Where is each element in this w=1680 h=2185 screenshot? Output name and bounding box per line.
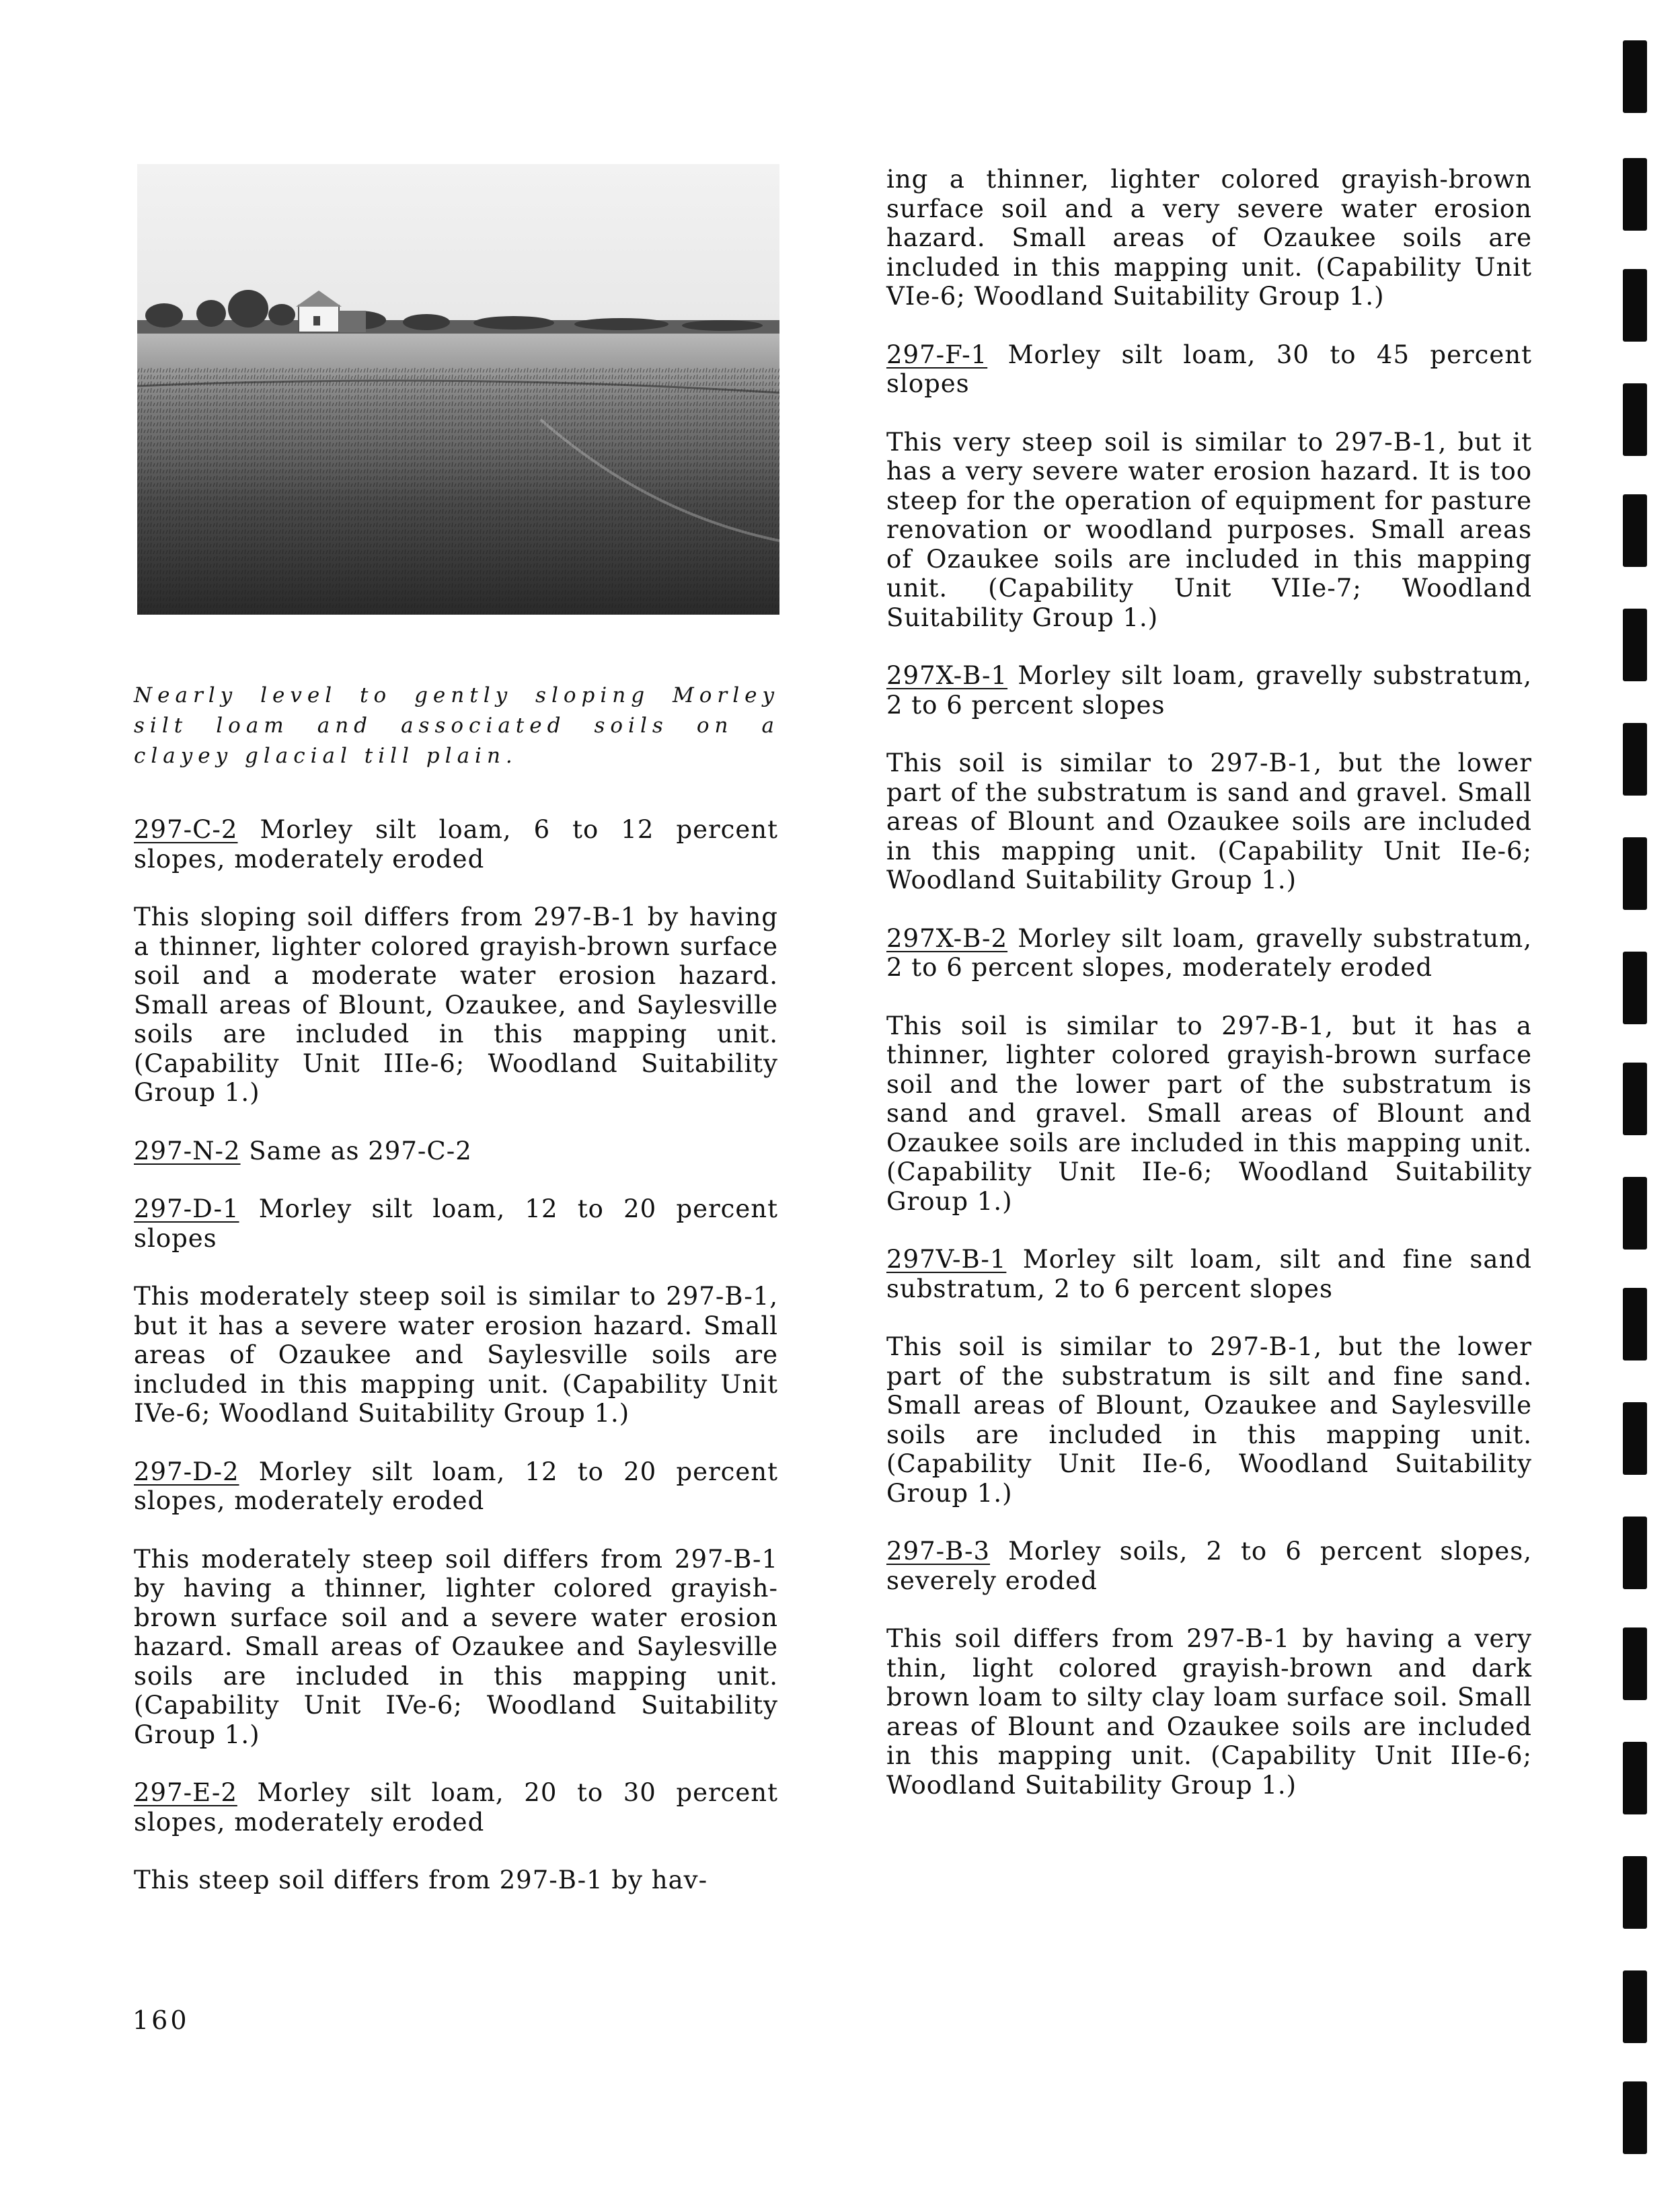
binding-hole <box>1623 269 1647 342</box>
soil-unit-code: 297V-B-1 <box>886 1245 1007 1274</box>
soil-unit-heading <box>886 340 1532 399</box>
soil-unit-title: Morley silt loam, 6 to 12 percent slopes, moderately eroded <box>134 815 778 874</box>
right-column <box>886 165 1532 1800</box>
soil-unit-heading <box>886 1245 1532 1303</box>
binding-hole <box>1623 723 1647 796</box>
soil-unit-code: 297-E-2 <box>134 1778 237 1807</box>
soil-unit-heading <box>886 924 1532 983</box>
soil-unit-description: This soil is similar to 297-B-1, but it has a thinner, lighter colored grayish-brown surface soil and the lower part of the substratum is sand and gravel. Small areas of Blount and Ozaukee soils are included in this mapping unit. (Capability Unit IIe-6; Woodland Suitability Group 1.) <box>886 1011 1532 1216</box>
soil-unit-heading <box>134 1194 778 1253</box>
binding-hole <box>1623 952 1647 1024</box>
binding-hole <box>1623 1970 1647 2043</box>
soil-unit-title: Morley silt loam, silt and fine sand substratum, 2 to 6 percent slopes <box>886 1245 1532 1303</box>
soil-unit-description: This soil is similar to 297-B-1, but the lower part of the substratum is sand and gravel. Small areas of Blount and Ozaukee soils are included in this mapping unit. (Capability Unit IIe-6; Woodland Suitability Group 1.) <box>886 749 1532 894</box>
soil-unit-code: 297-C-2 <box>134 815 238 844</box>
soil-unit-description: This very steep soil is similar to 297-B-1, but it has a very severe water erosion hazard. It is too steep for the operation of equipment for pasture renovation or woodland purposes. Small areas of Ozaukee soils are included in this mapping unit. (Capability Unit VIIe-7; Woodland Suitability Group 1.) <box>886 427 1532 632</box>
soil-unit-heading <box>134 1457 778 1516</box>
soil-unit-code: 297-B-3 <box>886 1537 991 1566</box>
soil-unit-description: This soil is similar to 297-B-1, but the lower part of the substratum is silt and fine sand. Small areas of Blount, Ozaukee and Saylesville soils are included in this mapping unit. (Capability Unit IIe-6, Woodland Suitability Group 1.) <box>886 1332 1532 1508</box>
soil-unit-title: Morley silt loam, 30 to 45 percent slopes <box>886 340 1532 398</box>
soil-unit-description: This steep soil differs from 297-B-1 by hav- <box>134 1866 708 1894</box>
soil-unit-description: This sloping soil differs from 297-B-1 by having a thinner, lighter colored grayish-brown surface soil and a moderate water erosion hazard. Small areas of Blount, Ozaukee, and Saylesville soils are included in this mapping unit. (Capability Unit IIIe-6; Woodland Suitability Group 1.) <box>134 903 778 1107</box>
binding-hole <box>1623 837 1647 910</box>
soil-unit-title: Morley soils, 2 to 6 percent slopes, severely eroded <box>886 1537 1532 1595</box>
binding-hole <box>1623 40 1647 113</box>
soil-unit-heading <box>886 1537 1532 1595</box>
photo-caption: Nearly level to gently sloping Morley silt loam and associated soils on a clayey glacial till plain. <box>134 683 779 768</box>
binding-hole <box>1623 158 1647 231</box>
soil-unit-heading <box>886 661 1532 720</box>
soil-unit-code: 297X-B-1 <box>886 661 1008 690</box>
binding-hole <box>1623 1177 1647 1250</box>
farm-field-photo <box>137 164 779 615</box>
binding-hole <box>1623 2081 1647 2154</box>
soil-unit-heading <box>134 815 778 874</box>
soil-unit-title: Same as 297-C-2 <box>240 1136 472 1165</box>
binding-hole <box>1623 1063 1647 1135</box>
soil-unit-description: This soil differs from 297-B-1 by having a very thin, light colored grayish-brown and dark brown loam to silty clay loam surface soil. Small areas of Blount and Ozaukee soils are included in this mapping unit. (Capability Unit IIIe-6; Woodland Suitability Group 1.) <box>886 1624 1532 1800</box>
binding-hole <box>1623 383 1647 456</box>
soil-unit-title: Morley silt loam, 12 to 20 percent slopes, moderately eroded <box>134 1457 778 1515</box>
page-number: 160 <box>132 2005 190 2035</box>
binding-hole <box>1623 1517 1647 1589</box>
left-column <box>134 815 778 1895</box>
soil-unit-code: 297-D-2 <box>134 1457 239 1486</box>
soil-unit-code: 297-D-1 <box>134 1194 239 1223</box>
soil-unit-title: Morley silt loam, gravelly substratum, 2 to 6 percent slopes, moderately eroded <box>886 923 1532 982</box>
soil-unit-code: 297-N-2 <box>134 1136 241 1165</box>
binding-hole <box>1623 1627 1647 1700</box>
binding-hole <box>1623 1856 1647 1929</box>
binding-hole <box>1623 1402 1647 1475</box>
binding-hole <box>1623 494 1647 567</box>
binding-hole <box>1623 1288 1647 1360</box>
soil-unit-heading <box>134 1778 778 1837</box>
binding-hole <box>1623 1742 1647 1814</box>
soil-unit-code: 297X-B-2 <box>886 923 1008 953</box>
soil-unit-title: Morley silt loam, 12 to 20 percent slopes <box>134 1194 778 1253</box>
soil-unit-title: Morley silt loam, gravelly substratum, 2 to 6 percent slopes <box>886 661 1532 720</box>
soil-unit-description: This moderately steep soil is similar to 297-B-1, but it has a severe water erosion hazard. Small areas of Ozaukee and Saylesville soils are included in this mapping unit. (Capability Unit IVe-6; Woodland Suitability Group 1.) <box>134 1282 778 1428</box>
soil-unit-title: Morley silt loam, 20 to 30 percent slopes, moderately eroded <box>134 1778 778 1837</box>
soil-unit-description: This moderately steep soil differs from 297-B-1 by having a thinner, lighter colored grayish-brown surface soil and a severe water erosion hazard. Small areas of Ozaukee and Saylesville soils are included in this mapping unit. (Capability Unit IVe-6; Woodland Suitability Group 1.) <box>134 1544 778 1749</box>
binding-hole <box>1623 609 1647 681</box>
soil-unit-code: 297-F-1 <box>886 340 988 369</box>
soil-unit-heading <box>134 1137 778 1166</box>
soil-unit-description: ing a thinner, lighter colored grayish-brown surface soil and a very severe water erosion hazard. Small areas of Ozaukee soils are included in this mapping unit. (Capability Unit VIe-6; Woodland Suitability Group 1.) <box>886 165 1532 311</box>
